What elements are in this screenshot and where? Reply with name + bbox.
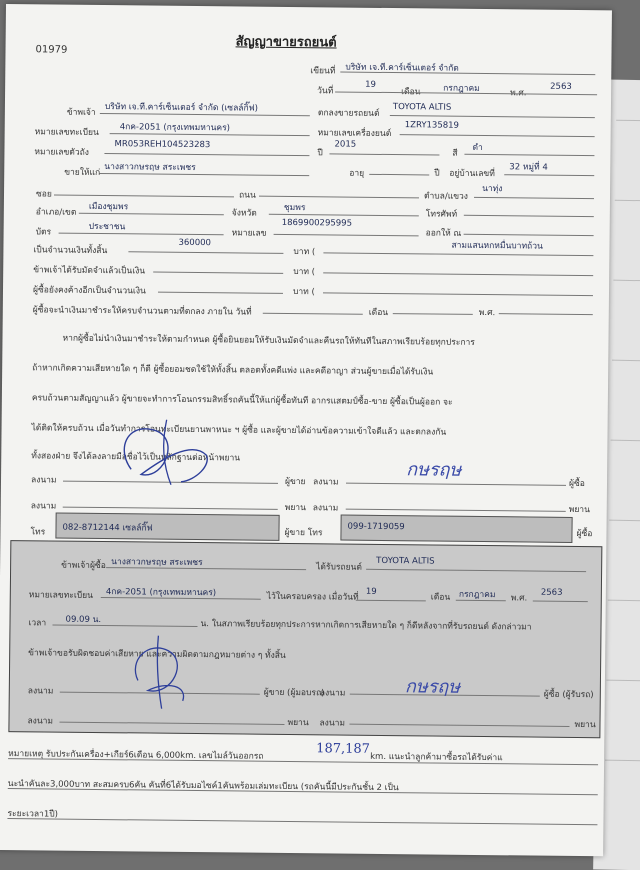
underline (323, 252, 593, 256)
receipt-witness-label-1: พยาน (287, 717, 309, 729)
receipt-time-rest: น. ในสภาพเรียบร้อยทุกประการหากเกิดการเสียหายใด ๆ ก็ดีหลังจากที่รับรถยนต์ ดังกล่าวมา (200, 619, 532, 633)
written-at-value: บริษัท เจ.ที.คาร์เซ็นเตอร์ จำกัด (345, 62, 459, 74)
sign-label-witness-1: ลงนาม (30, 501, 57, 512)
road-label: ถนน (238, 190, 256, 201)
pay-year-label: พ.ศ. (478, 307, 496, 319)
card-no-value: 1869900295995 (281, 217, 353, 229)
terms-line-2: ถ้าหากเกิดความเสียหายใด ๆ ก็ดี ผู้ซื้อยอมชดใช้ให้ทั้งสิ้น ตลอดทั้งคดีแพ่ง และคดีอาญา ส่วนผู้ขายเมื่อได้รับเงิน (32, 363, 434, 378)
underline (390, 115, 595, 118)
total-value: 360000 (178, 237, 212, 249)
underline (100, 113, 310, 116)
soi-label: ซอย (35, 189, 52, 200)
witness-label-1: พยาน (284, 502, 306, 514)
receipt-seller-label: ผู้ขาย (ผู้มอบรถ) (263, 687, 325, 699)
underline (63, 507, 278, 510)
engine-value: 1ZRY135819 (404, 120, 460, 131)
written-at-label: เขียนที่ (310, 66, 336, 77)
province-value: ชุมพร (283, 202, 306, 214)
deposit-label: ข้าพเจ้าได้รับมัดจำแล้วเป็นเงิน (33, 265, 146, 277)
issued-label: ออกให้ ณ (425, 228, 462, 239)
underline (323, 292, 593, 296)
underline (366, 569, 586, 572)
mileage-value: 187,187 (316, 741, 371, 757)
total-label: เป็นจำนวนเงินทั้งสิ้น (33, 245, 108, 257)
underline (104, 153, 309, 156)
receipt-line-4: ข้าพเจ้าขอรับผิดชอบค่าเสียหาย และความผิดตามกฎหมายต่าง ๆ ทั้งสิ้น (28, 648, 286, 661)
total-words: สามแสนหกหมื่นบาทถ้วน (451, 240, 543, 252)
seller-name: บริษัท เจ.ที.คาร์เซ็นเตอร์ จำกัด (เซลล์กิ๊ฟ) (104, 102, 259, 114)
receipt-buyer-label: ข้าพเจ้าผู้ซื้อ (61, 560, 106, 572)
buyer-phone: 099-1719059 (347, 521, 405, 533)
sign-label-witness-2: ลงนาม (312, 503, 339, 514)
receipt-day: 19 (365, 586, 377, 597)
receipt-year-label: พ.ศ. (510, 593, 528, 604)
baht-label-2: บาท ( (293, 267, 316, 278)
terms-line-4: ได้ติดให้ครบถ้วน เมื่อวันทำการโอนทะเบียนยานพาหนะ ฯ ผู้ซื้อ และผู้ขายได้อ่านข้อความเข้าใจดีแล้ว และตกลงกัน (31, 423, 447, 438)
age-label: อายุ (349, 168, 365, 179)
underline (464, 234, 594, 236)
subdistrict-value: นาทุ่ง (482, 183, 503, 195)
card-no-label: หมายเลข (231, 228, 267, 239)
underline (274, 234, 419, 237)
seller-tel-suffix: ผู้ขาย โทร (284, 527, 323, 539)
underline (504, 174, 594, 176)
receipt-witness-label-2: พยาน (574, 719, 596, 731)
engine-label: หมายเลขเครื่องยนต์ (317, 128, 392, 140)
underline (153, 272, 283, 274)
receipt-sign-seller: ลงนาม (27, 686, 54, 697)
receipt-time: 09.09 น. (65, 614, 102, 626)
district-label: อำเภอ/เขต (35, 207, 77, 218)
buyer-suffix: ผู้ซื้อ (576, 529, 593, 540)
buyer-signature-2: กษรฤษ (404, 676, 461, 698)
remarks-line-2: นะนำคันละ3,000บาท สะสมครบ6คัน คันที่6ได้รับมอไซค์1คันพร้อมเล่มทะเบียน (รถคันนี้มีประกันชั้น 2 เป็น (7, 779, 399, 794)
buyer-name: นางสาวกษรฤษ สระเพชร (104, 162, 196, 173)
address-value: 32 หมู่ที่ 4 (509, 162, 548, 173)
underline (79, 213, 224, 216)
receipt-plate: 4กค-2051 (กรุงเทพมหานคร) (105, 587, 217, 599)
month-value: กรกฎาคม (443, 83, 480, 94)
district-value: เมืองชุมพร (88, 201, 129, 213)
buyer-phone-box (340, 515, 572, 543)
year-label: พ.ศ. (510, 88, 527, 99)
contract-paper (0, 4, 612, 856)
underline (128, 251, 283, 254)
receipt-buyer-label: ผู้ซื้อ (ผู้รับรถ) (543, 689, 594, 701)
receipt-plate-label: หมายเลขทะเบียน (28, 590, 94, 601)
underline (8, 758, 598, 765)
underline (106, 567, 306, 570)
pay-by-label: ผู้ซื้อจะนำเงินมาชำระให้ครบจำนวนตามที่ตกลง ภายใน วันที่ (32, 305, 252, 318)
seller-phone-box (55, 513, 279, 541)
underline (99, 173, 309, 176)
pay-month-label: เดือน (368, 307, 389, 319)
baht-label: บาท ( (293, 247, 316, 258)
address-label: อยู่บ้านเลขที่ (449, 168, 495, 180)
yr-label: ปี (434, 168, 440, 179)
underline (346, 509, 566, 512)
receipt-sign-buyer: ลงนาม (319, 688, 346, 699)
underline (323, 272, 593, 276)
receipt-buyer-name: นางสาวกษรฤษ สระเพชร (111, 557, 203, 569)
baht-label-3: บาท ( (292, 287, 315, 298)
underline (533, 601, 588, 603)
underline (369, 174, 429, 176)
underline (329, 153, 439, 155)
receipt-month-label: เดือน (430, 592, 451, 603)
car-receipt-box (8, 540, 602, 738)
agree-label: ตกลงขายรถยนต์ (317, 108, 380, 119)
receipt-seller-signature (128, 630, 199, 711)
terms-line-1: หากผู้ซื้อไม่นำเงินมาชำระให้ตามกำหนด ผู้ซื้อยินยอมให้รับเงินมัดจำและคืนรถให้ทันทีในสภาพเรียบร้อยทุกประการ (62, 333, 475, 348)
province-label: จังหวัด (231, 208, 257, 219)
underline (464, 154, 594, 156)
day-label: วันที่ (317, 86, 334, 97)
receipt-time-label: เวลา (28, 618, 47, 629)
underline (349, 724, 569, 727)
month-label: เดือน (401, 87, 421, 98)
receipt-car-model: TOYOTA ALTIS (376, 555, 435, 567)
day-value: 19 (365, 79, 377, 90)
card-value: ประชาชน (88, 221, 126, 233)
underline (263, 313, 363, 315)
underline (269, 214, 419, 217)
underline (7, 818, 597, 825)
underline (54, 195, 234, 198)
plate-value: 4กค-2051 (กรุงเทพมหานคร) (119, 122, 231, 134)
buyer-label: ผู้ซื้อ (568, 478, 585, 490)
year-value: 2563 (550, 81, 572, 92)
receipt-possess-label: ไว้ในครอบครอง เมื่อวันที่ (266, 591, 359, 603)
remarks-line-3: ระยะเวลา1ปี) (7, 809, 59, 820)
underline (393, 313, 473, 315)
underline (464, 215, 594, 217)
underline (400, 134, 595, 137)
color-value: ดำ (472, 142, 483, 154)
receipt-sign-witness-1: ลงนาม (27, 716, 54, 727)
underline (499, 313, 593, 315)
sign-label-buyer: ลงนาม (312, 477, 339, 488)
remaining-label: ผู้ซื้อยังคงค้างอีกเป็นจำนวนเงิน (32, 285, 146, 297)
underline (110, 133, 310, 136)
buyer-signature-1: กษรฤษ (406, 459, 462, 481)
sell-to-label: ขายให้แก่ (64, 167, 101, 178)
seller-phone: 082-8712144 เซลล์กิ๊ฟ (62, 522, 153, 534)
plate-label: หมายเลขทะเบียน (34, 127, 99, 138)
remarks-line-1b: km. แนะนำลูกค้ามาซื้อรถได้รับค่าแ (370, 751, 503, 764)
underline (59, 722, 284, 725)
receipt-got-label: ได้รับรถยนต์ (316, 562, 362, 573)
terms-line-5: ทั้งสองฝ่าย จึงได้ลงลายมือชื่อไว้เป็นหลักฐานต่อหน้าพยาน (31, 451, 241, 464)
card-label: บัตร (35, 227, 52, 238)
contract-title: สัญญาขายรถยนต์ (235, 34, 337, 51)
car-model: TOYOTA ALTIS (392, 102, 452, 113)
underline (52, 625, 197, 628)
subdistrict-label: ตำบล/แขวง (423, 191, 469, 202)
document-number: 01979 (35, 44, 68, 56)
witness-label-2: พยาน (568, 504, 590, 516)
chassis-label: หมายเลขตัวถัง (34, 147, 89, 158)
car-year-value: 2015 (334, 139, 357, 150)
i-label: ข้าพเจ้า (66, 107, 96, 118)
terms-line-3: ครบถ้วนตามสัญญาแล้ว ผู้ขายจะทำการโอนกรรมสิทธิ์รถคันนี้ให้แก่ผู้ซื้อทันที อากรแสตมป์ซื้อ-ขาย ผู้ซื้อเป็นผู้ออก จะ (31, 393, 453, 408)
receipt-sign-witness-2: ลงนาม (319, 718, 346, 729)
underline (259, 196, 419, 199)
underline (474, 197, 594, 199)
sign-label-seller: ลงนาม (30, 475, 57, 486)
underline (59, 233, 224, 236)
tel-label: โทร (30, 527, 46, 538)
seller-label: ผู้ขาย (284, 476, 306, 488)
receipt-month: กรกฎาคม (458, 589, 496, 601)
seller-signature (111, 409, 222, 490)
underline (158, 292, 283, 294)
chassis-value: MR053REH104523283 (114, 139, 211, 151)
receipt-year: 2563 (540, 587, 563, 598)
color-label: สี (452, 148, 458, 159)
underline (101, 597, 261, 600)
phone-label: โทรศัพท์ (425, 209, 458, 220)
remarks-line-1a: หมายเหตุ รับประกันเครื่อง+เกียร์6เดือน 6,000km. เลขไมล์วันออกรถ (8, 749, 264, 762)
car-year-label: ปี (317, 148, 323, 159)
underline (456, 600, 506, 602)
underline (356, 600, 426, 602)
